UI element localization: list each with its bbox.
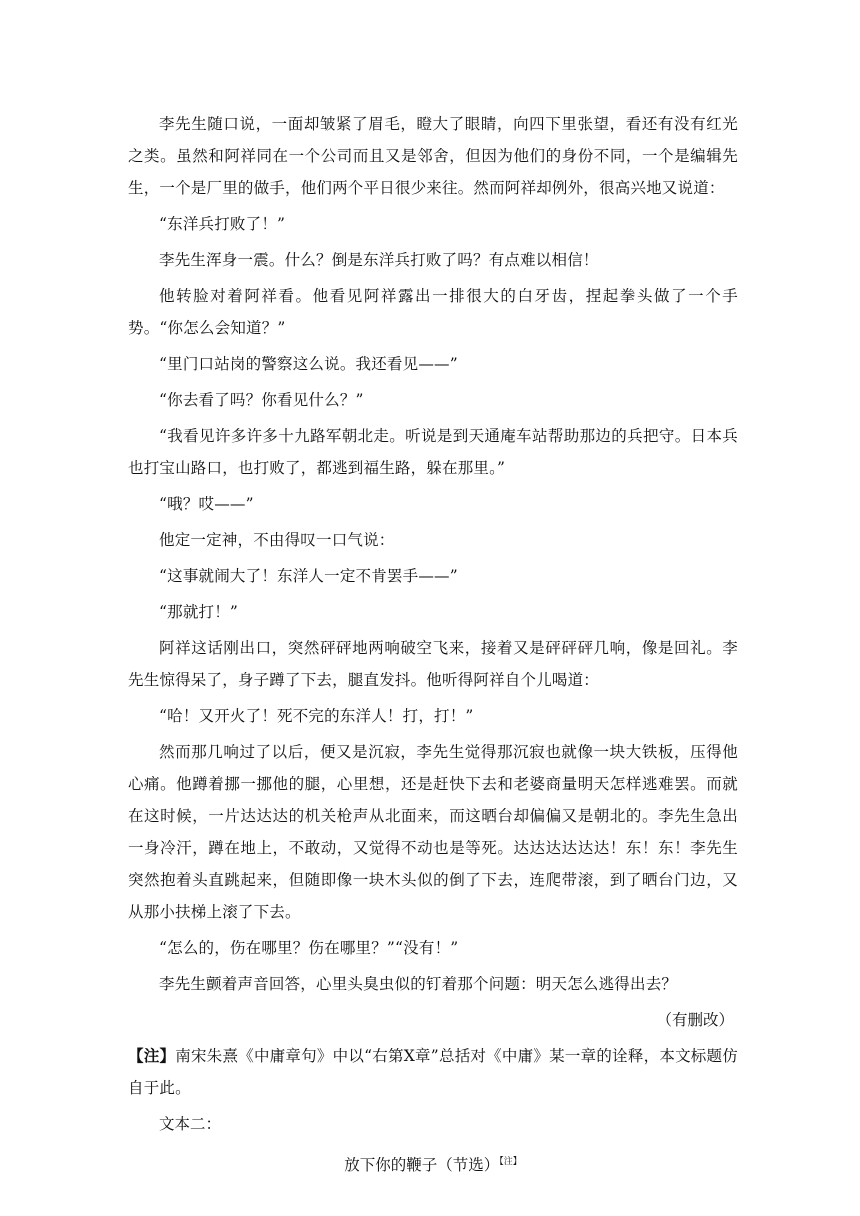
paragraph-12: 阿祥这话刚出口，突然砰砰地两响破空飞来，接着又是砰砰砰几响，像是回礼。李先生惊得呆了，身子蹲了下去，腿直发抖。他听得阿祥自个儿喝道： (128, 639, 738, 689)
paragraph-5: “里门口站岗的警察这么说。我还看见——” (159, 355, 458, 373)
excerpt-title-note-marker: 【注】 (499, 1157, 522, 1167)
paragraph-8: “哦？哎——” (159, 495, 254, 513)
paragraph-1: 李先生随口说，一面却皱紧了眉毛，瞪大了眼睛，向四下里张望，看还有没有红光之类。虽然和阿祥同在一个公司而且又是邻舍，但因为他们的身份不同，一个是编辑先生，一个是厂里的做手，他们两个平日很少来往。然而阿祥却例外，很高兴地又说道： (128, 115, 738, 197)
paragraph-15: “怎么的，伤在哪里？伤在哪里？”“没有！” (159, 939, 459, 957)
paragraph-6: “你去看了吗？你看见什么？” (159, 391, 364, 409)
paragraph-9: 他定一定神，不由得叹一口气说： (159, 531, 395, 549)
footnote (128, 1040, 738, 1104)
paragraph-13: “哈！又开火了！死不完的东洋人！打，打！” (159, 707, 474, 725)
source-note: （有删改） (656, 1011, 734, 1029)
paragraph-4: 他转脸对着阿祥看。他看见阿祥露出一排很大的白牙齿，捏起拳头做了一个手势。“你怎么会知道？” (128, 287, 738, 337)
paragraph-10: “这事就闹大了！东洋人一定不肯罢手——” (159, 567, 458, 585)
paragraph-7: “我看见许多许多十九路军朝北走。听说是到天通庵车站帮助那边的兵把守。日本兵也打宝山路口，也打败了，都逃到福生路，躲在那里。” (128, 427, 738, 477)
footnote-text: 南宋朱熹《中庸章句》中以“右第X章”总括对《中庸》某一章的诠释，本文标题仿自于此。 (128, 1047, 738, 1097)
excerpt-title-text: 放下你的鞭子（节选） (344, 1156, 500, 1174)
text-two-label: 文本二： (159, 1115, 222, 1133)
paragraph-3: 李先生浑身一震。什么？倒是东洋兵打败了吗？有点难以相信！ (159, 251, 599, 269)
paragraph-14: 然而那几响过了以后，便又是沉寂，李先生觉得那沉寂也就像一块大铁板，压得他心痛。他蹲着挪一挪他的腿，心里想，还是赶快下去和老婆商量明天怎样逃难罢。而就在这时候，一片达达达的机关枪声从北面来，而这晒台却偏偏又是朝北的。李先生急出一身冷汗，蹲在地上，不敢动，又觉得不动也是等死。达达达达达达！东！东！李先生突然抱着头直跳起来，但随即像一块木头似的倒了下去，连爬带滚，到了晒台门边，又从那小扶梯上滚了下去。 (128, 743, 738, 921)
excerpt-title (128, 1144, 738, 1181)
document-body (128, 108, 738, 1181)
footnote-head: 【注】 (128, 1046, 176, 1065)
paragraph-2: “东洋兵打败了！” (159, 215, 286, 233)
paragraph-16: 李先生颤着声音回答，心里头臭虫似的钉着那个问题：明天怎么逃得出去？ (159, 975, 678, 993)
paragraph-11: “那就打！” (159, 603, 239, 621)
